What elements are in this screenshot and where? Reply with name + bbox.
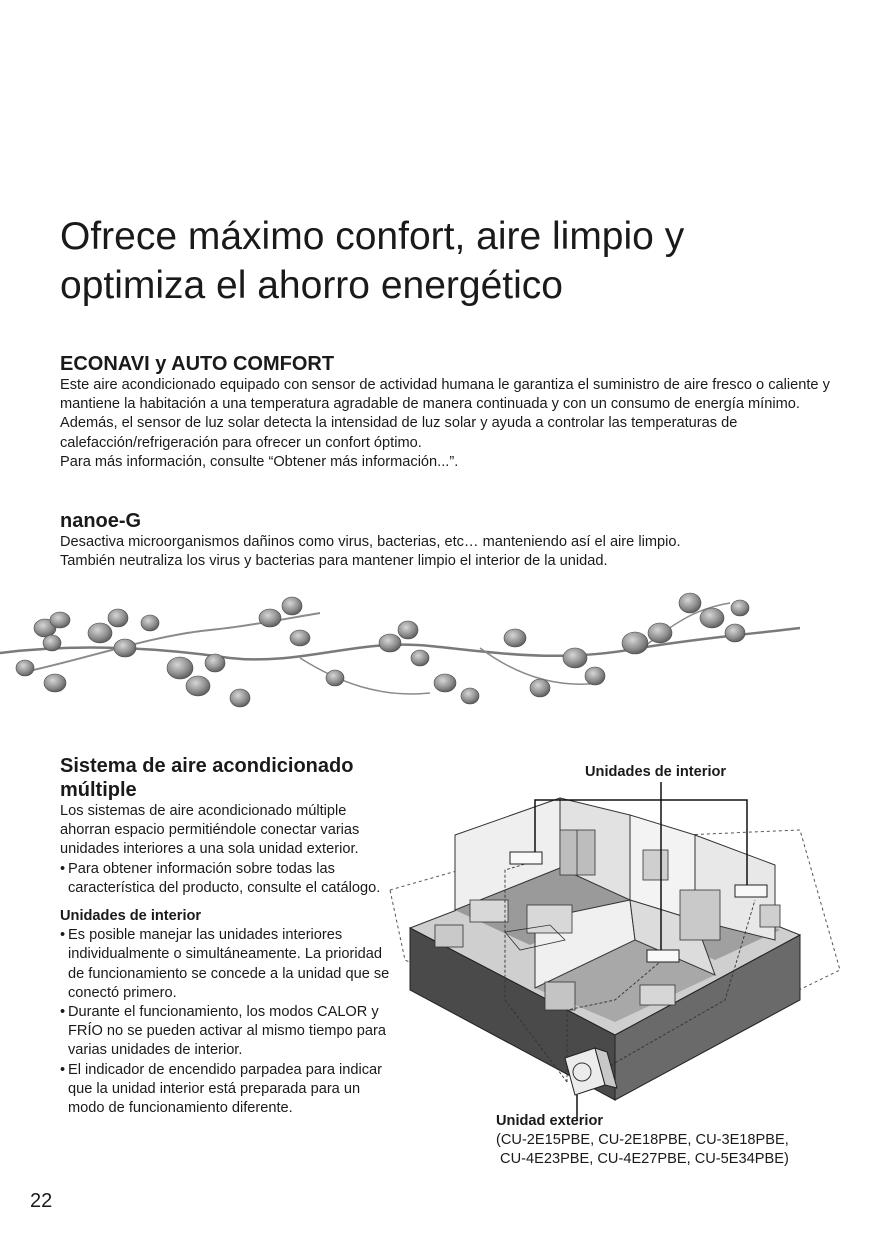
multi-heading-line2: múltiple (60, 779, 137, 801)
multi-intro-list (60, 860, 400, 898)
nanoe-heading: nanoe-G (60, 510, 142, 532)
outdoor-models-line1: (CU-2E15PBE, CU-2E18PBE, CU-3E18PBE, (496, 1132, 789, 1149)
page-number: 22 (30, 1190, 53, 1212)
econavi-paragraph-1: Este aire acondicionado equipado con sensor de actividad humana le garantiza el suministro de aire fresco o caliente y mantiene la habitación a una temperatura agradable de manera continuada y con un consumo de energía mínimo. (60, 377, 830, 413)
bullet-symbol: • (60, 1004, 66, 1021)
bullet-symbol: • (60, 927, 66, 944)
page-title (60, 212, 840, 310)
outdoor-models-line2: CU-4E23PBE, CU-4E27PBE, CU-5E34PBE) (496, 1151, 789, 1168)
nanoe-paragraph-2: También neutraliza los virus y bacterias para mantener limpio el interior de la unidad. (60, 553, 608, 570)
house-diagram-image (385, 760, 845, 1120)
multi-intro: Los sistemas de aire acondicionado múltiple ahorran espacio permitiéndole conectar varias unidades interiores a una sola unidad exterior. (60, 803, 360, 858)
list-item (60, 860, 400, 898)
list-item-text: Durante el funcionamiento, los modos CALOR y FRÍO no se pueden activar al mismo tiempo para varias unidades de interior. (68, 1004, 386, 1059)
list-item (60, 1061, 400, 1119)
list-item (60, 926, 400, 1003)
multi-heading-line1: Sistema de aire acondicionado (60, 755, 354, 777)
bullet-symbol: • (60, 860, 66, 877)
econavi-paragraph-2: Además, el sensor de luz solar detecta la intensidad de luz solar y ayuda a controlar las temperaturas de calefacción/refrigeración para ofrecer un confort óptimo. (60, 415, 738, 451)
outdoor-unit-block (496, 1112, 856, 1170)
multi-system-section (60, 754, 400, 1118)
nanoe-section (60, 509, 840, 571)
multi-heading (60, 754, 400, 802)
page-title-line2: optimiza el ahorro energético (60, 264, 563, 307)
econavi-paragraph-3: Para más información, consulte “Obtener más información...”. (60, 453, 459, 470)
econavi-heading: ECONAVI y AUTO COMFORT (60, 353, 335, 375)
econavi-section (60, 352, 840, 472)
diagram-indoor-label: Unidades de interior (585, 764, 727, 780)
list-item-text: El indicador de encendido parpadea para indicar que la unidad interior está preparada para un modo de funcionamiento diferente. (68, 1061, 382, 1117)
indoor-units-list (60, 926, 400, 1118)
diagram-outdoor-label: Unidad exterior (496, 1113, 604, 1129)
list-item (60, 1003, 400, 1061)
list-item-text: Para obtener información sobre todas las característica del producto, consulte el catálogo. (68, 860, 381, 896)
bullet-symbol: • (60, 1061, 66, 1078)
leaves-decoration-image (0, 588, 875, 723)
indoor-units-heading: Unidades de interior (60, 908, 202, 925)
list-item-text: Es posible manejar las unidades interiores individualmente o simultáneamente. La prioridad de funcionamiento se concede a la unidad que se conectó primero. (68, 927, 390, 1001)
nanoe-paragraph-1: Desactiva microorganismos dañinos como virus, bacterias, etc… manteniendo así el aire limpio. (60, 534, 681, 550)
page-title-line1: Ofrece máximo confort, aire limpio y (60, 215, 685, 258)
